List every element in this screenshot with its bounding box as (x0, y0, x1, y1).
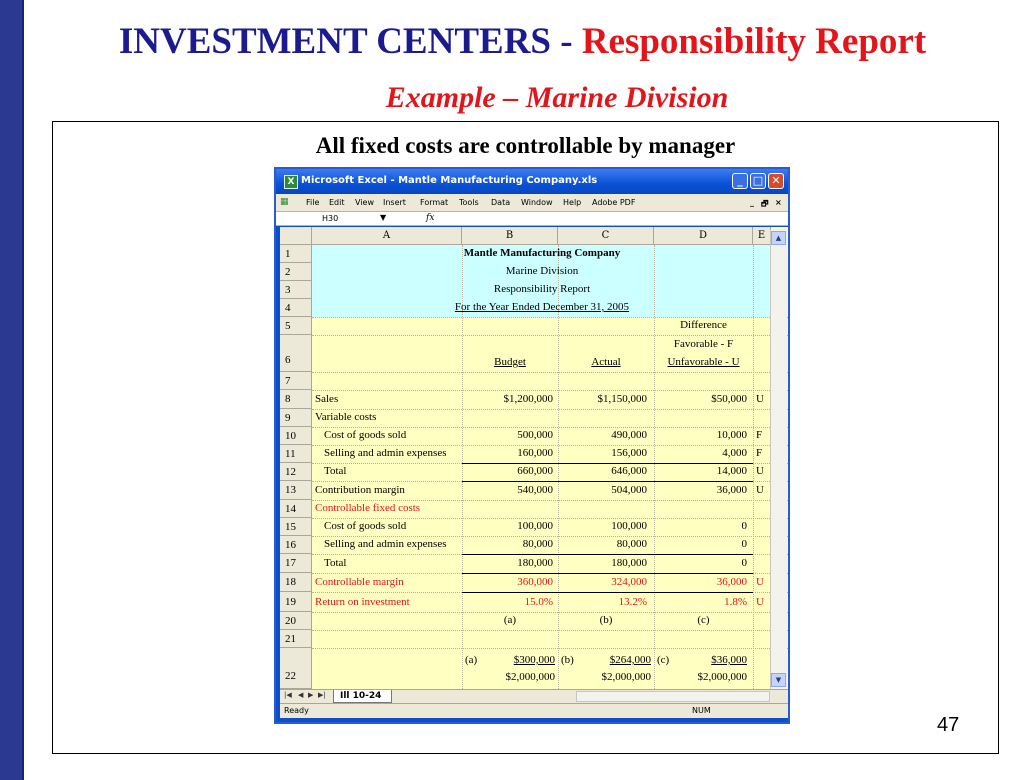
next-sheet-icon[interactable]: ▶ (308, 691, 314, 699)
maximize-button[interactable]: □ (750, 173, 766, 189)
slide-subtitle: Example – Marine Division (385, 81, 729, 114)
sga-fixed-label: Selling and admin expenses (324, 538, 447, 550)
status-ready: Ready (284, 706, 309, 715)
col-header-d[interactable]: D (654, 227, 753, 245)
row-header[interactable]: 14 (280, 500, 312, 518)
fx-icon[interactable]: fx (426, 213, 435, 223)
cogs-var-label: Cost of goods sold (324, 429, 407, 441)
scroll-up-arrow-icon[interactable]: ▲ (771, 231, 786, 245)
note-c-numerator: $36,000 (711, 654, 747, 666)
total-line (462, 463, 753, 464)
sga-fixed-diff: 0 (741, 538, 747, 550)
menu-format[interactable]: Format (420, 198, 449, 207)
slide-left-bar (0, 0, 24, 780)
cogs-fixed-actual: 100,000 (611, 520, 647, 532)
last-sheet-icon[interactable]: ▶| (318, 691, 326, 699)
spreadsheet-grid[interactable] (280, 227, 788, 689)
menu-file[interactable]: File (306, 198, 320, 207)
contribution-actual: 504,000 (611, 484, 647, 496)
row-header[interactable]: 15 (280, 518, 312, 536)
sga-fixed-budget: 80,000 (522, 538, 553, 550)
row-header[interactable]: 12 (280, 463, 312, 481)
row-header[interactable]: 3 (280, 281, 312, 299)
row-header[interactable]: 21 (280, 630, 312, 648)
vertical-scrollbar[interactable] (770, 229, 787, 689)
row-header[interactable]: 17 (280, 554, 312, 573)
total-line (462, 481, 753, 482)
total-var-budget: 660,000 (517, 465, 553, 477)
row-header[interactable]: 6 (280, 335, 312, 372)
sga-fixed-actual: 80,000 (616, 538, 647, 550)
sales-flag: U (756, 393, 764, 405)
contribution-budget: 540,000 (517, 484, 553, 496)
row-header[interactable]: 18 (280, 573, 312, 592)
doc-restore-button[interactable]: 🗗 (761, 199, 769, 208)
total-var-actual: 646,000 (611, 465, 647, 477)
menu-insert[interactable]: Insert (383, 198, 406, 207)
grid-line (312, 500, 788, 501)
contribution-label: Contribution margin (315, 484, 405, 496)
row-header[interactable]: 4 (280, 299, 312, 317)
grid-line (312, 648, 788, 649)
col-header-a[interactable]: A (312, 227, 462, 245)
col-header-b[interactable]: B (462, 227, 558, 245)
workbook-icon[interactable]: ▦ (280, 197, 289, 207)
menu-tools[interactable]: Tools (459, 198, 479, 207)
menu-window[interactable]: Window (521, 198, 553, 207)
unfavorable-header: Unfavorable - U (667, 356, 740, 368)
row-header[interactable]: 19 (280, 592, 312, 612)
actual-header: Actual (591, 356, 621, 368)
menu-edit[interactable]: Edit (329, 198, 345, 207)
company-name: Mantle Manufacturing Company (463, 247, 621, 259)
doc-close-button[interactable]: × (775, 198, 782, 207)
grid-line (312, 630, 788, 631)
minimize-button[interactable]: _ (732, 173, 748, 189)
row-header[interactable]: 13 (280, 481, 312, 500)
cogs-fixed-label: Cost of goods sold (324, 520, 407, 532)
total-var-label: Total (324, 465, 347, 477)
page-number: 47 (937, 714, 960, 736)
note-a-marker: (a) (503, 614, 517, 626)
total-var-diff: 14,000 (716, 465, 747, 477)
row-header[interactable]: 7 (280, 372, 312, 390)
sales-budget: $1,200,000 (503, 393, 553, 405)
status-num-lock: NUM (692, 706, 711, 715)
division-name: Marine Division (505, 265, 579, 277)
total-fixed-label: Total (324, 557, 347, 569)
sga-var-diff: 4,000 (722, 447, 747, 459)
ctrl-margin-diff: 36,000 (716, 576, 747, 588)
menu-view[interactable]: View (355, 198, 374, 207)
row-header[interactable]: 10 (280, 427, 312, 445)
cogs-var-diff: 10,000 (716, 429, 747, 441)
title-part-2: Responsibility Report (581, 21, 927, 62)
scroll-down-arrow-icon[interactable]: ▼ (771, 673, 786, 687)
grid-line (312, 372, 788, 373)
excel-app-icon[interactable]: X (284, 175, 298, 189)
first-sheet-icon[interactable]: |◀ (284, 691, 292, 699)
row-header[interactable]: 2 (280, 263, 312, 281)
roi-actual: 13.2% (618, 596, 647, 608)
note-b-numerator: $264,000 (609, 654, 651, 666)
excel-window (274, 167, 790, 724)
contribution-diff: 36,000 (716, 484, 747, 496)
row-header[interactable]: 11 (280, 445, 312, 463)
grid-line (312, 317, 788, 318)
sheet-tab-bar (280, 689, 788, 703)
ctrl-margin-label: Controllable margin (315, 576, 404, 588)
cogs-fixed-budget: 100,000 (517, 520, 553, 532)
row-header[interactable]: 16 (280, 536, 312, 554)
row-header[interactable]: 22 (280, 648, 312, 689)
grid-line (312, 445, 788, 446)
doc-minimize-button[interactable]: _ (750, 198, 754, 207)
total-line (462, 573, 753, 574)
roi-budget: 15.0% (524, 596, 553, 608)
row-header[interactable]: 20 (280, 612, 312, 630)
grid-line (312, 518, 788, 519)
sga-var-flag: F (756, 447, 763, 459)
report-period: For the Year Ended December 31, 2005 (454, 301, 630, 313)
total-fixed-budget: 180,000 (517, 557, 553, 569)
total-line (462, 592, 753, 593)
cogs-var-budget: 500,000 (517, 429, 553, 441)
ctrl-margin-flag: U (756, 576, 764, 588)
favorable-header: Favorable - F (673, 338, 734, 350)
total-line (462, 554, 753, 555)
ctrl-margin-actual: 324,000 (611, 576, 647, 588)
menu-data[interactable]: Data (491, 198, 511, 207)
cogs-fixed-diff: 0 (741, 520, 747, 532)
excel-title-bar[interactable] (276, 169, 788, 194)
row-header[interactable]: 8 (280, 390, 312, 409)
grid-line (312, 335, 788, 336)
variable-costs-label: Variable costs (315, 411, 377, 423)
roi-flag: U (756, 596, 764, 608)
menu-help[interactable]: Help (563, 198, 582, 207)
note-c-denominator: $2,000,000 (697, 671, 747, 683)
grid-line (312, 390, 788, 391)
roi-label: Return on investment (315, 596, 410, 608)
prev-sheet-icon[interactable]: ◀ (298, 691, 304, 699)
sales-label: Sales (315, 393, 339, 405)
row-header[interactable]: 5 (280, 317, 312, 335)
slide-note: All fixed costs are controllable by manager (315, 133, 736, 158)
grid-line (312, 427, 788, 428)
sga-var-budget: 160,000 (517, 447, 553, 459)
slide-title (22, 18, 1023, 66)
note-b-marker: (b) (599, 614, 613, 626)
contribution-flag: U (756, 484, 764, 496)
budget-header: Budget (494, 356, 526, 368)
note-b-denominator: $2,000,000 (601, 671, 651, 683)
note-a-denominator: $2,000,000 (505, 671, 555, 683)
chevron-down-icon[interactable]: ▼ (380, 213, 387, 222)
note-c-marker: (c) (697, 614, 710, 626)
menu-bar (276, 194, 788, 211)
ctrl-fixed-label: Controllable fixed costs (315, 502, 421, 514)
grid-line (312, 536, 788, 537)
title-part-1: INVESTMENT CENTERS - (118, 21, 582, 62)
note-a-numerator: $300,000 (513, 654, 555, 666)
total-var-flag: U (756, 465, 764, 477)
status-bar (280, 703, 788, 718)
sales-diff: $50,000 (711, 393, 747, 405)
sga-var-actual: 156,000 (611, 447, 647, 459)
select-all-corner[interactable] (280, 227, 312, 245)
name-box[interactable]: H30 (284, 212, 378, 225)
horizontal-scrollbar[interactable] (576, 691, 770, 702)
grid-line (312, 409, 788, 410)
total-fixed-actual: 180,000 (611, 557, 647, 569)
col-header-e[interactable]: E (753, 227, 771, 245)
note-c-label: (c) (657, 654, 670, 666)
grid-line (312, 612, 788, 613)
ctrl-margin-budget: 360,000 (517, 576, 553, 588)
difference-header: Difference (680, 319, 727, 331)
sales-actual: $1,150,000 (597, 393, 647, 405)
menu-adobe-pdf[interactable]: Adobe PDF (592, 198, 636, 207)
sga-var-label: Selling and admin expenses (324, 447, 447, 459)
cogs-var-actual: 490,000 (611, 429, 647, 441)
note-b-label: (b) (561, 654, 574, 666)
sheet-tab[interactable]: Ill 10-24 (333, 690, 392, 703)
row-header[interactable]: 1 (280, 245, 312, 263)
formula-bar (276, 211, 788, 226)
row-header[interactable]: 9 (280, 409, 312, 427)
excel-window-title: Microsoft Excel - Mantle Manufacturing Company.xls (301, 175, 598, 186)
note-a-label: (a) (465, 654, 478, 666)
close-button[interactable]: ✕ (768, 173, 784, 189)
col-header-c[interactable]: C (558, 227, 654, 245)
total-fixed-diff: 0 (741, 557, 747, 569)
roi-diff: 1.8% (724, 596, 747, 608)
cogs-var-flag: F (756, 429, 763, 441)
report-name: Responsibility Report (493, 283, 591, 295)
